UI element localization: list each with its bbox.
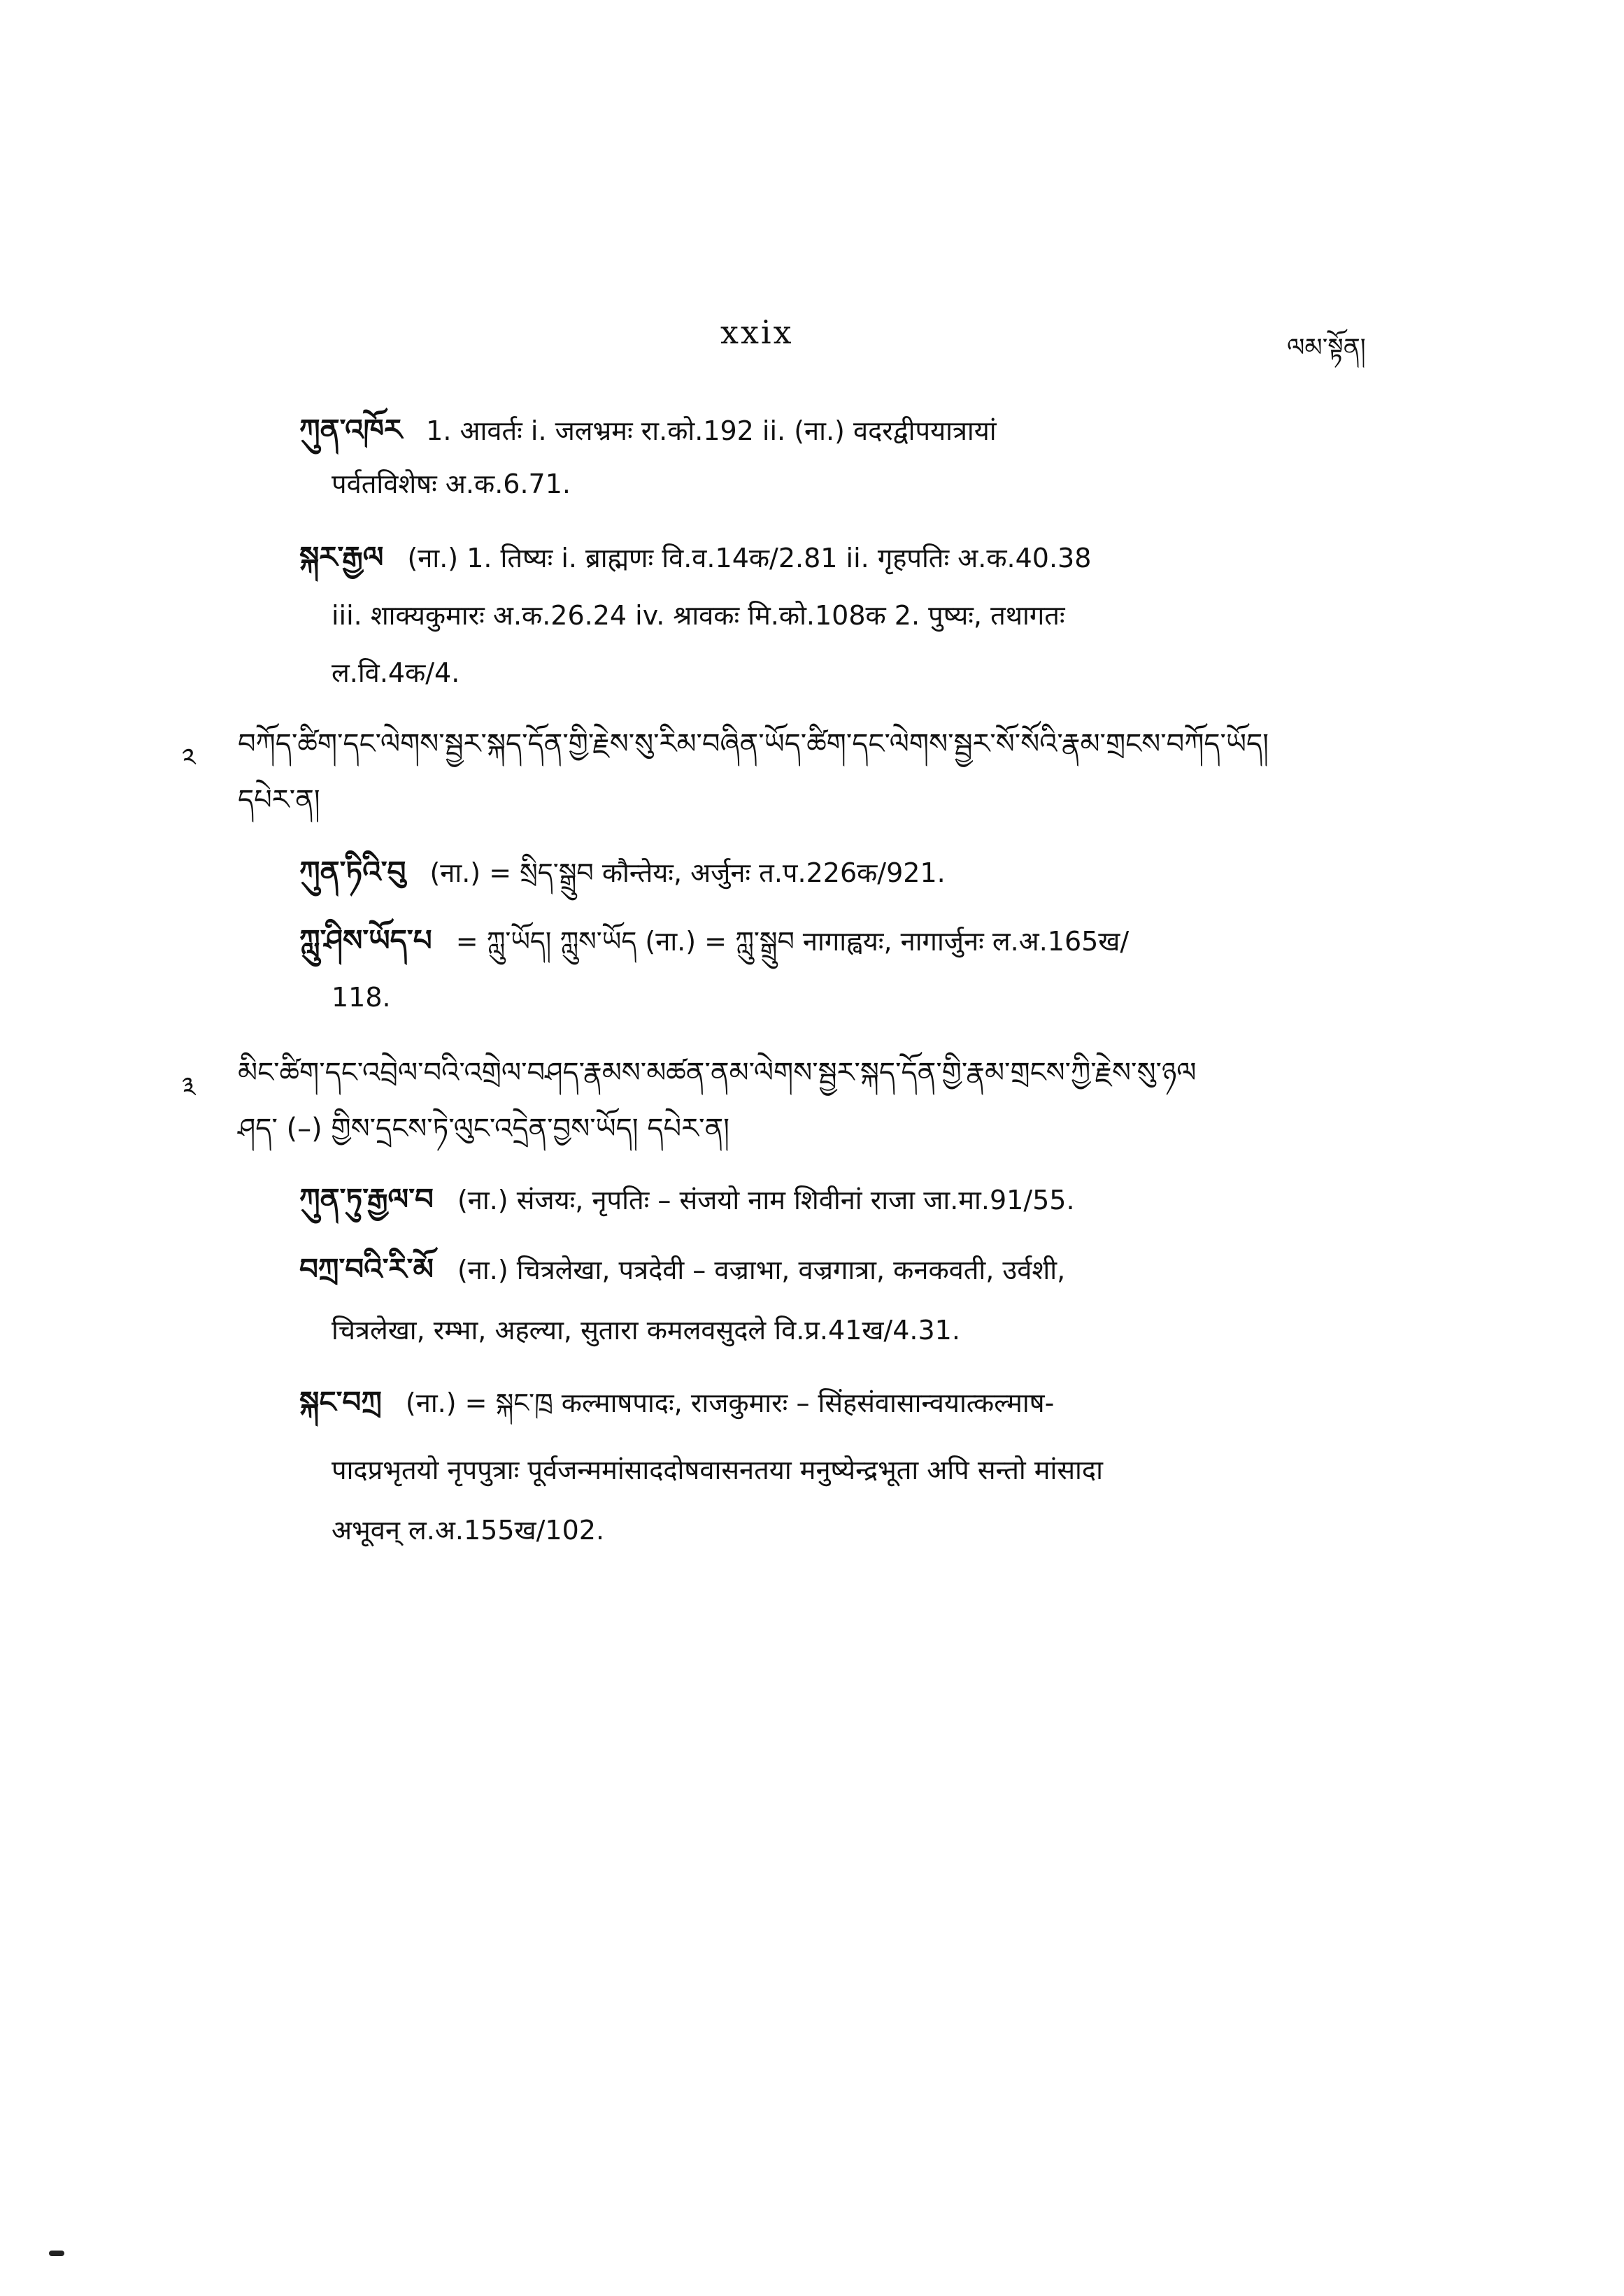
entry-headword: བཀྲ་བའི་རི་མོ (299, 1252, 434, 1286)
entry-continuation: ल.वि.4क/4. (332, 657, 460, 688)
entry-definition: (ना.) 1. तिष्यः i. ब्राह्मणः वि.व.14क/2.81 ii. गृहपतिः अ.क.40.38 (407, 543, 1092, 573)
page-number: xxix (720, 313, 794, 351)
section-heading: ཤད་ (–) གྱིས་དྲངས་ཏེ་ལུང་འདྲེན་བྱས་ཡོད། དཔེར་ན། (238, 1113, 730, 1145)
section-number: ༣ (182, 1071, 196, 1102)
entry-headword: སྐར་རྒྱལ (299, 540, 384, 574)
entry-line (299, 1385, 1054, 1420)
entry-headword: སྐང་བཀྲ (299, 1385, 382, 1419)
entry-line (299, 1182, 1075, 1217)
entry-definition: 1. आवर्तः i. जलभ्रमः रा.को.192 ii. (ना.) वदरद्वीपयात्रायां (426, 415, 997, 446)
entry-headword: ཀུན་ཏིའི་བུ (299, 855, 406, 889)
entry-continuation: चित्रलेखा, रम्भा, अहल्या, सुतारा कमलवसुदले वि.प्र.41ख/4.31. (332, 1315, 960, 1346)
entry-definition: (ना.) = སྐང་ཁྲ कल्माषपादः, राजकुमारः – सिंहसंवासान्वयात्कल्माष- (405, 1388, 1055, 1418)
entry-continuation: अभूवन् ल.अ.155ख/102. (332, 1515, 605, 1546)
entry-definition: (ना.) चित्रलेखा, पत्रदेवी – वज्राभा, वज्रगात्रा, कनकवती, उर्वशी, (457, 1255, 1066, 1285)
entry-definition: = ཀླུ་ཡོད། ཀླུས་ཡོད (ना.) = ཀླུ་སྒྲུབ नागाह्वयः, नागार्जुनः ल.अ.165ख/ (455, 926, 1130, 957)
entry-continuation: 118. (332, 982, 391, 1013)
entry-line (299, 540, 1091, 575)
entry-definition: (ना.) संजयः, नृपतिः – संजयो नाम शिवीनां राजा जा.मा.91/55. (457, 1185, 1075, 1215)
section-heading: དཔེར་ན། (238, 784, 320, 816)
section-heading: བཀོད་ཚིག་དང་ལེགས་སྦྱར་སྐད་དོན་གྱི་རྗེས་སུ་རིམ་བཞིན་ཡོད་ཚིག་དང་ལེགས་སྦྱར་སོ་སོའི་རྣམ་གྲངས་བཀོད་ཡོད། (238, 728, 1269, 760)
entry-continuation: पर्वतविशेषः अ.क.6.71. (332, 469, 571, 499)
entry-line (299, 923, 1129, 958)
section-number: ༢ (182, 743, 196, 773)
entry-line (299, 413, 997, 448)
section-heading: མིང་ཚིག་དང་འབྲེལ་བའི་འགྲེལ་བཤད་རྣམས་མཚན་ནམ་ལེགས་སྦྱར་སྐད་དོན་གྱི་རྣམ་གྲངས་ཀྱི་རྗེས་སུ་ཉལ (238, 1057, 1197, 1089)
entry-line (299, 1252, 1065, 1287)
entry-definition: (ना.) = སྲིད་སྒྲུབ कौन्तेयः, अर्जुनः त.प.226क/921. (429, 857, 946, 888)
entry-line (299, 855, 946, 890)
entry-headword: ཀླུ་ཤིས་ཡོད་པ (299, 923, 432, 957)
running-header: ལམ་སྟོན། (1287, 334, 1366, 362)
entry-continuation: iii. शाक्यकुमारः अ.क.26.24 iv. श्रावकः मि.को.108क 2. पुष्यः, तथागतः (332, 600, 1065, 631)
entry-continuation: पादप्रभृतयो नृपपुत्राः पूर्वजन्ममांसाददोषवासनतया मनुष्येन्द्रभूता अपि सन्तो मांसादा (332, 1455, 1103, 1485)
scan-mark (49, 2251, 64, 2256)
entry-headword: ཀུན་འཁོར (299, 413, 403, 447)
entry-headword: ཀུན་ཏུ་རྒྱལ་བ (299, 1182, 434, 1216)
